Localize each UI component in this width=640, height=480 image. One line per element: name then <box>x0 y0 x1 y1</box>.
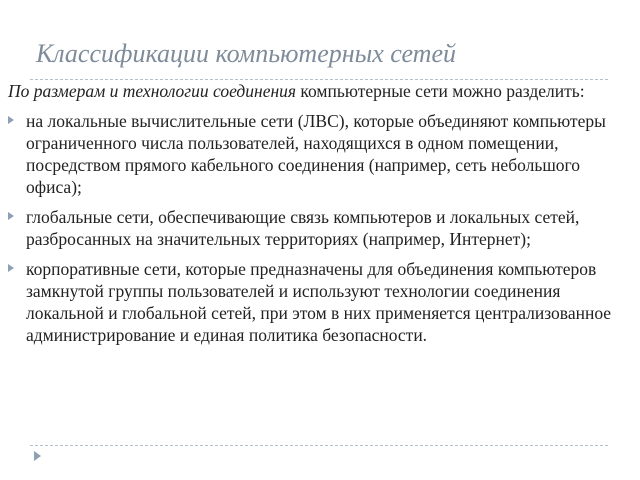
footer-divider <box>30 445 608 446</box>
bullet-item-local-networks <box>8 110 628 198</box>
bullet-text: на локальные вычислительные сети (ЛВС), которые объединяют компьютеры ограниченного числа пользователей, находящихся в одном помещении, посредством прямого кабельного соединения (например, сеть небольшого офиса); <box>26 111 606 197</box>
slide-title: Классификации компьютерных сетей <box>36 39 456 68</box>
intro-emphasis: По размерам и технологии соединения <box>8 81 297 101</box>
bullet-item-global-networks <box>8 206 628 250</box>
bullet-item-corporate-networks <box>8 258 628 346</box>
intro-text: компьютерные сети можно разделить: <box>296 81 585 101</box>
triangle-bullet-icon <box>8 212 14 220</box>
triangle-bullet-icon <box>8 264 14 272</box>
intro-paragraph <box>8 80 628 102</box>
triangle-bullet-icon <box>8 116 14 124</box>
bullet-list <box>8 110 628 346</box>
triangle-marker-icon <box>34 451 41 461</box>
bullet-text: глобальные сети, обеспечивающие связь компьютеров и локальных сетей, разбросанных на значительных территориях (например, Интернет); <box>26 207 580 249</box>
slide-body <box>8 80 628 354</box>
bullet-text: корпоративные сети, которые предназначены для объединения компьютеров замкнутой группы пользователей и используют технологии соединения локальной и глобальной сетей, при этом в них применяется централизованное администрирование и единая политика безопасности. <box>26 259 612 345</box>
